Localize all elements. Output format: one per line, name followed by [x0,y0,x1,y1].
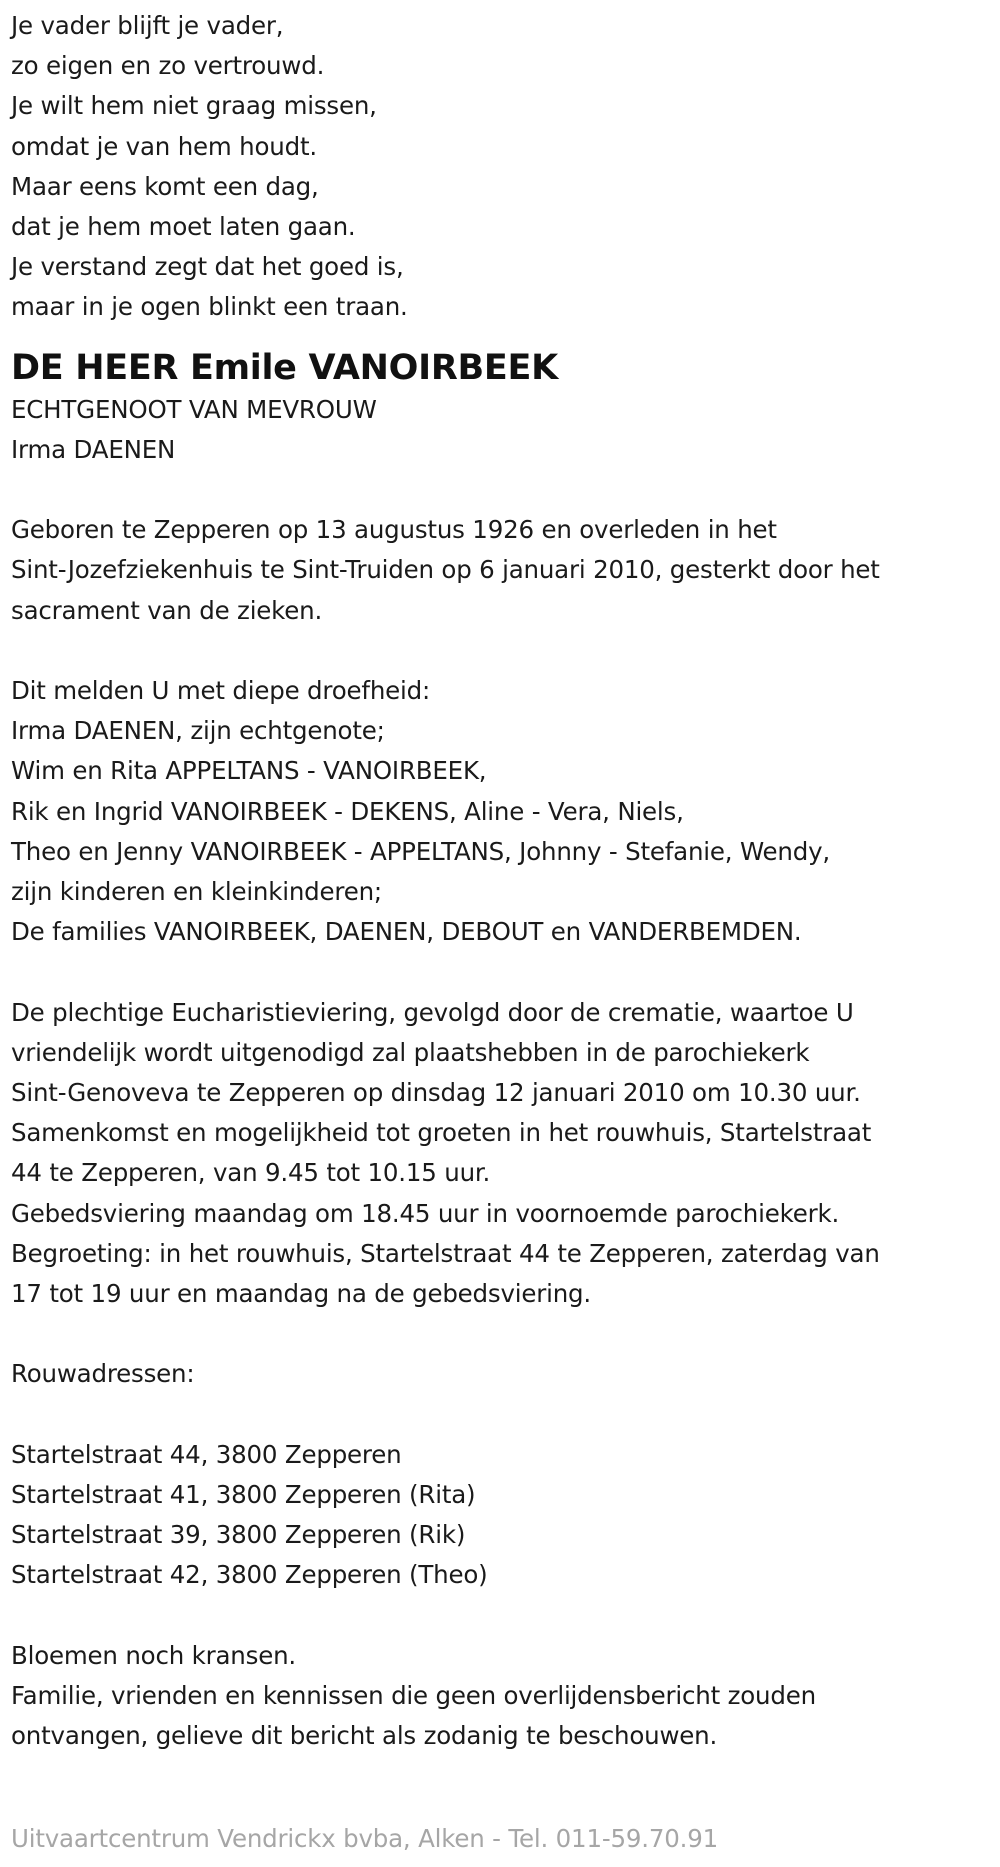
paragraph-line: 17 tot 19 uur en maandag na de gebedsviering. [11,1279,591,1309]
poem-line: Je vader blijft je vader, [11,11,284,40]
paragraph-line: De plechtige Eucharistieviering, gevolgd door de crematie, waartoe U [11,997,854,1027]
funeral-home-footer: Uitvaartcentrum Vendrickx bvba, Alken - Tel. 011-59.70.91 [11,1824,718,1853]
paragraph-line: Sint-Genoveva te Zepperen op dinsdag 12 januari 2010 om 10.30 uur. [11,1078,861,1108]
paragraph-line: Familie, vrienden en kennissen die geen overlijdensbericht zouden [11,1681,816,1711]
address-item: Startelstraat 42, 3800 Zepperen (Theo) [11,1560,488,1590]
birth-death-paragraph [11,510,996,631]
poem-line: omdat je van hem houdt. [11,131,317,161]
paragraph-line: Rik en Ingrid VANOIRBEEK - DEKENS, Aline - Vera, Niels, [11,796,684,826]
poem-line: Je verstand zegt dat het goed is, [11,252,404,282]
poem-line: maar in je ogen blinkt een traan. [11,292,408,322]
spouse-title: ECHTGENOOT VAN MEVROUW [11,394,377,424]
paragraph-line: Sint-Jozefziekenhuis te Sint-Truiden op 6 januari 2010, gesterkt door het [11,555,880,585]
ceremony-details [11,993,996,1315]
deceased-name: DE HEER Emile VANOIRBEEK [11,347,558,388]
paragraph-line: Bloemen noch kransen. [11,1640,296,1670]
paragraph-line: Begroeting: in het rouwhuis, Startelstraat 44 te Zepperen, zaterdag van [11,1238,880,1268]
paragraph-line: 44 te Zepperen, van 9.45 tot 10.15 uur. [11,1158,491,1188]
poem-line: zo eigen en zo vertrouwd. [11,51,325,81]
paragraph-line: De families VANOIRBEEK, DAENEN, DEBOUT en VANDERBEMDEN. [11,917,802,947]
paragraph-line: Gebedsviering maandag om 18.45 uur in voornoemde parochiekerk. [11,1198,840,1228]
paragraph-line: Dit melden U met diepe droefheid: [11,676,431,706]
paragraph-line: Samenkomst en mogelijkheid tot groeten in het rouwhuis, Startelstraat [11,1118,872,1148]
poem-line: Maar eens komt een dag, [11,171,319,201]
paragraph-line: Theo en Jenny VANOIRBEEK - APPELTANS, Johnny - Stefanie, Wendy, [11,836,830,866]
address-item: Startelstraat 44, 3800 Zepperen [11,1439,402,1469]
paragraph-line: Irma DAENEN, zijn echtgenote; [11,716,385,746]
paragraph-line: ontvangen, gelieve dit bericht als zodanig te beschouwen. [11,1721,718,1751]
obituary-notice [11,6,996,1756]
paragraph-line: zijn kinderen en kleinkinderen; [11,877,382,907]
paragraph-line: sacrament van de zieken. [11,595,323,625]
spouse-name: Irma DAENEN [11,434,176,464]
paragraph-line: vriendelijk wordt uitgenodigd zal plaatshebben in de parochiekerk [11,1037,810,1067]
paragraph-line: Geboren te Zepperen op 13 augustus 1926 en overleden in het [11,515,777,545]
address-item: Startelstraat 39, 3800 Zepperen (Rik) [11,1520,466,1550]
condolence-addresses [11,1354,996,1595]
address-item: Startelstraat 41, 3800 Zepperen (Rita) [11,1480,476,1510]
poem [11,6,996,328]
paragraph-line: Wim en Rita APPELTANS - VANOIRBEEK, [11,756,487,786]
closing-remarks [11,1636,996,1757]
addresses-heading: Rouwadressen: [11,1359,195,1389]
poem-line: dat je hem moet laten gaan. [11,212,356,242]
family-announcement [11,671,996,952]
poem-line: Je wilt hem niet graag missen, [11,91,377,121]
